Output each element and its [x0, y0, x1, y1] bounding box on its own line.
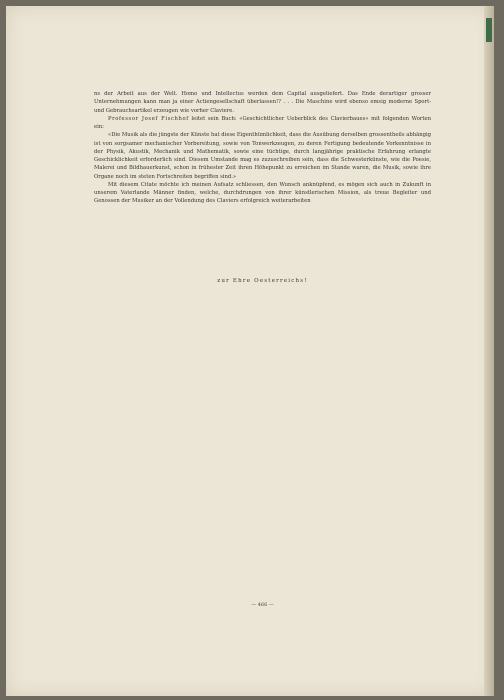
body-text	[94, 90, 431, 206]
document-page	[6, 6, 494, 696]
page-number: — 466 —	[251, 602, 274, 608]
closing-line: zur Ehre Oesterreichs!	[217, 278, 308, 284]
paragraph-2	[94, 115, 431, 132]
page-binding-edge	[484, 6, 494, 696]
paragraph-3-quote: «Die Musik als die jüngste der Künste hat diese Eigenthümlichkeit, dass die Ausübung derselben grossentheils abhängig ist von sorgsamer mechanischer Vorbereitung, sowie von Tonwerkzeugen, zu deren Fertigung bedeutende Vorkenntnisse in der Physik, Akustik, Mechanik und Mathematik, sowie eine tüchtige, durch langjährige praktische Erfahrung erlangte Geschicklichkeit erforderlich sind. Diesem Umstande mag es zuzuschreiben sein, dass die Schwesterkünste, wie die Poesie, Malerei und Bildhauerkunst, schon in frühester Zeit ihren Höhepunkt zu erreichen im Stande waren, die Musik, sowie ihre Organe noch im steten Fortschreiten begriffen sind.»	[94, 132, 431, 180]
paragraph-1: ns der Arbeit aus der Welt. Homo und Intellectus werden dem Capital ausgeliefert. Das Ende derartiger grosser Unternehmungen kann man ja einer Actiengesellschaft überlassen!? . . . Die Maschine wird ebenso emsig moderne Sport- und Gebrauchsartikel erzeugen wie vorher Claviere.	[94, 91, 431, 114]
paragraph-2-rest: leitet sein Buch: «Geschichtlicher Ueberblick des Clavierbaues» mit folgenden Worten ein:	[94, 115, 431, 130]
author-name: Professor Josef Fischhof	[108, 115, 189, 122]
paragraph-4: Mit diesem Citate möchte ich meinen Aufsatz schliessen, den Wunsch anknüpfend, es mögen sich auch in Zukunft in unserem Vaterlande Männer finden, welche, durchdrungen von ihrer künstlerischen Mission, als treue Begleiter und Genossen der Musiker an der Vollendung des Claviers erfolgreich weiterarbeiten	[94, 181, 431, 205]
bookmark-tab	[486, 18, 492, 42]
